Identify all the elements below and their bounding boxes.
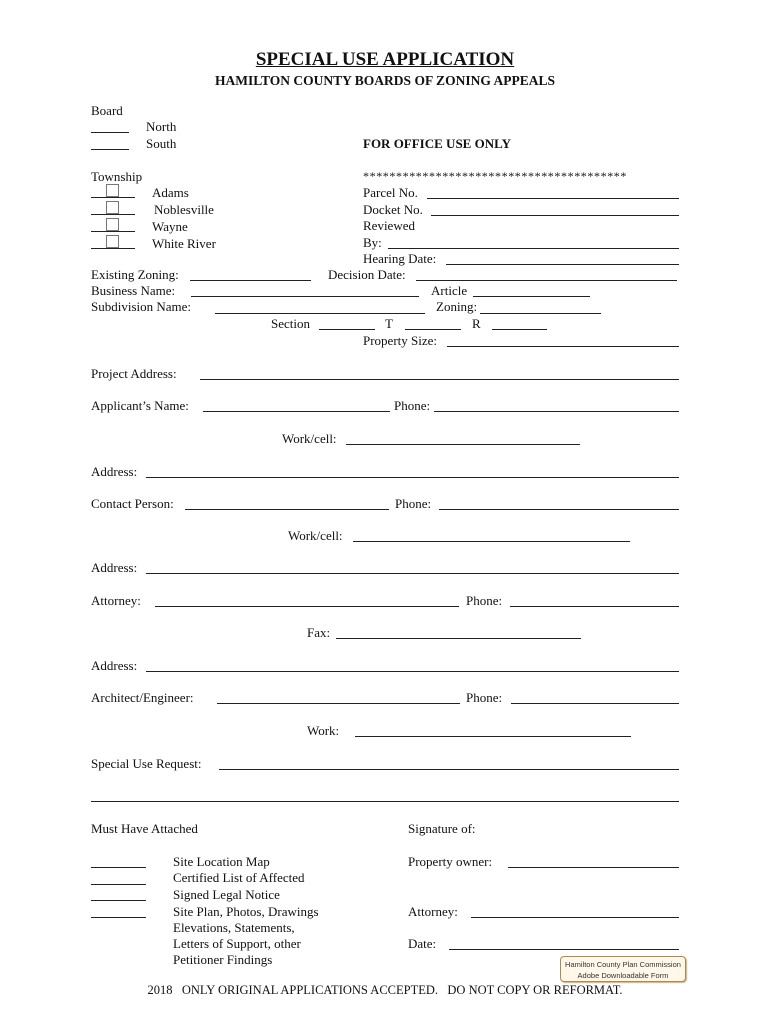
special-use-request-label: Special Use Request: (91, 756, 202, 771)
article-label: Article (431, 283, 468, 298)
attorney-signature-label: Attorney: (408, 904, 458, 919)
docket-field[interactable] (431, 215, 679, 216)
attachment-item-site-plan: Site Plan, Photos, Drawings (173, 904, 319, 919)
board-south-label: South (146, 136, 177, 151)
hearing-date-field[interactable] (446, 264, 679, 265)
office-stars-divider: **************************************** (363, 169, 627, 183)
subdivision-name-field[interactable] (215, 313, 425, 314)
architect-work-label: Work: (307, 723, 340, 738)
page-title: SPECIAL USE APPLICATION (255, 49, 515, 70)
board-label: Board (91, 103, 123, 118)
applicant-address-field[interactable] (146, 477, 679, 478)
contact-workcell-field[interactable] (353, 541, 630, 542)
zoning-field[interactable] (480, 313, 601, 314)
attachment-item-certified-list: Certified List of Affected (173, 870, 305, 885)
township-whiteriver-label: White River (152, 236, 216, 251)
contact-address-label: Address: (91, 560, 138, 575)
project-address-field[interactable] (200, 379, 679, 380)
section-field[interactable] (319, 329, 375, 330)
business-name-label: Business Name: (91, 283, 176, 298)
project-address-label: Project Address: (91, 366, 177, 381)
township-t-label: T (385, 316, 393, 331)
property-owner-signature-label: Property owner: (408, 854, 493, 869)
attachment-item-letters: Letters of Support, other (173, 936, 301, 951)
architect-engineer-field[interactable] (217, 703, 460, 704)
zoning-label: Zoning: (436, 299, 478, 314)
attorney-address-label: Address: (91, 658, 138, 673)
architect-phone-field[interactable] (511, 703, 679, 704)
plan-commission-stamp (560, 956, 686, 982)
footer-notice: 2018 ONLY ORIGINAL APPLICATIONS ACCEPTED. DO NOT COPY OR REFORMAT. (147, 983, 623, 997)
range-r-field[interactable] (492, 329, 547, 330)
attorney-signature-field[interactable] (471, 917, 679, 918)
parcel-field[interactable] (427, 198, 679, 199)
contact-workcell-label: Work/cell: (288, 528, 343, 543)
attachment-item-elevations: Elevations, Statements, (173, 920, 295, 935)
applicant-address-label: Address: (91, 464, 138, 479)
contact-address-field[interactable] (146, 573, 679, 574)
township-label: Township (91, 169, 143, 184)
attorney-fax-label: Fax: (307, 625, 331, 640)
contact-phone-label: Phone: (395, 496, 432, 511)
board-north-label: North (146, 119, 177, 134)
stamp-line-1: Hamilton County Plan Commission (565, 960, 681, 969)
township-wayne-line (91, 231, 135, 232)
special-use-request-field-2[interactable] (91, 801, 679, 802)
attachment-item-site-map: Site Location Map (173, 854, 270, 869)
existing-zoning-label: Existing Zoning: (91, 267, 179, 282)
applicant-name-field[interactable] (203, 411, 390, 412)
property-size-label: Property Size: (363, 333, 438, 348)
attachment-item-legal-notice: Signed Legal Notice (173, 887, 280, 902)
township-adams-checkbox[interactable] (106, 184, 119, 197)
township-adams-label: Adams (152, 185, 189, 200)
contact-person-field[interactable] (185, 509, 389, 510)
architect-work-field[interactable] (355, 736, 631, 737)
hearing-date-label: Hearing Date: (363, 251, 437, 266)
board-south-field[interactable] (91, 149, 129, 150)
township-adams-line (91, 197, 135, 198)
page-subtitle: HAMILTON COUNTY BOARDS OF ZONING APPEALS (215, 73, 555, 88)
township-wayne-label: Wayne (152, 219, 188, 234)
attorney-phone-field[interactable] (510, 606, 679, 607)
signature-heading: Signature of: (408, 821, 476, 836)
signature-date-field[interactable] (449, 949, 679, 950)
decision-date-field[interactable] (416, 280, 677, 281)
attorney-address-field[interactable] (146, 671, 679, 672)
attorney-label: Attorney: (91, 593, 141, 608)
attachment-check-site-plan[interactable] (91, 917, 146, 918)
range-r-label: R (472, 316, 481, 331)
special-use-request-field[interactable] (219, 769, 679, 770)
office-use-heading: FOR OFFICE USE ONLY (363, 136, 511, 151)
signature-date-label: Date: (408, 936, 437, 951)
property-size-field[interactable] (447, 346, 679, 347)
section-label: Section (271, 316, 310, 331)
contact-person-label: Contact Person: (91, 496, 174, 511)
township-wayne-checkbox[interactable] (106, 218, 119, 231)
township-whiteriver-checkbox[interactable] (106, 235, 119, 248)
attorney-field[interactable] (155, 606, 459, 607)
attachment-item-findings: Petitioner Findings (173, 952, 273, 967)
township-whiteriver-line (91, 248, 135, 249)
applicant-workcell-field[interactable] (346, 444, 580, 445)
township-t-field[interactable] (405, 329, 461, 330)
parcel-label: Parcel No. (363, 185, 418, 200)
existing-zoning-field[interactable] (190, 280, 311, 281)
attachment-check-site-map[interactable] (91, 867, 146, 868)
attorney-fax-field[interactable] (336, 638, 581, 639)
attachment-check-legal-notice[interactable] (91, 900, 146, 901)
docket-label: Docket No. (363, 202, 423, 217)
by-label: By: (363, 235, 382, 250)
subdivision-name-label: Subdivision Name: (91, 299, 192, 314)
applicant-name-label: Applicant’s Name: (91, 398, 189, 413)
reviewed-label: Reviewed (363, 218, 415, 233)
attachments-heading: Must Have Attached (91, 821, 198, 836)
by-field[interactable] (388, 248, 679, 249)
stamp-line-2: Adobe Downloadable Form (577, 971, 669, 980)
applicant-workcell-label: Work/cell: (282, 431, 337, 446)
attachment-check-certified-list[interactable] (91, 884, 146, 885)
township-noblesville-line (91, 214, 135, 215)
board-north-field[interactable] (91, 132, 129, 133)
business-name-field[interactable] (191, 296, 419, 297)
architect-engineer-label: Architect/Engineer: (91, 690, 194, 705)
decision-date-label: Decision Date: (328, 267, 406, 282)
applicant-phone-field[interactable] (434, 411, 679, 412)
attorney-phone-label: Phone: (466, 593, 503, 608)
article-field[interactable] (473, 296, 590, 297)
property-owner-signature-field[interactable] (508, 867, 679, 868)
township-noblesville-checkbox[interactable] (106, 201, 119, 214)
architect-phone-label: Phone: (466, 690, 503, 705)
township-noblesville-label: Noblesville (154, 202, 214, 217)
contact-phone-field[interactable] (439, 509, 679, 510)
applicant-phone-label: Phone: (394, 398, 431, 413)
